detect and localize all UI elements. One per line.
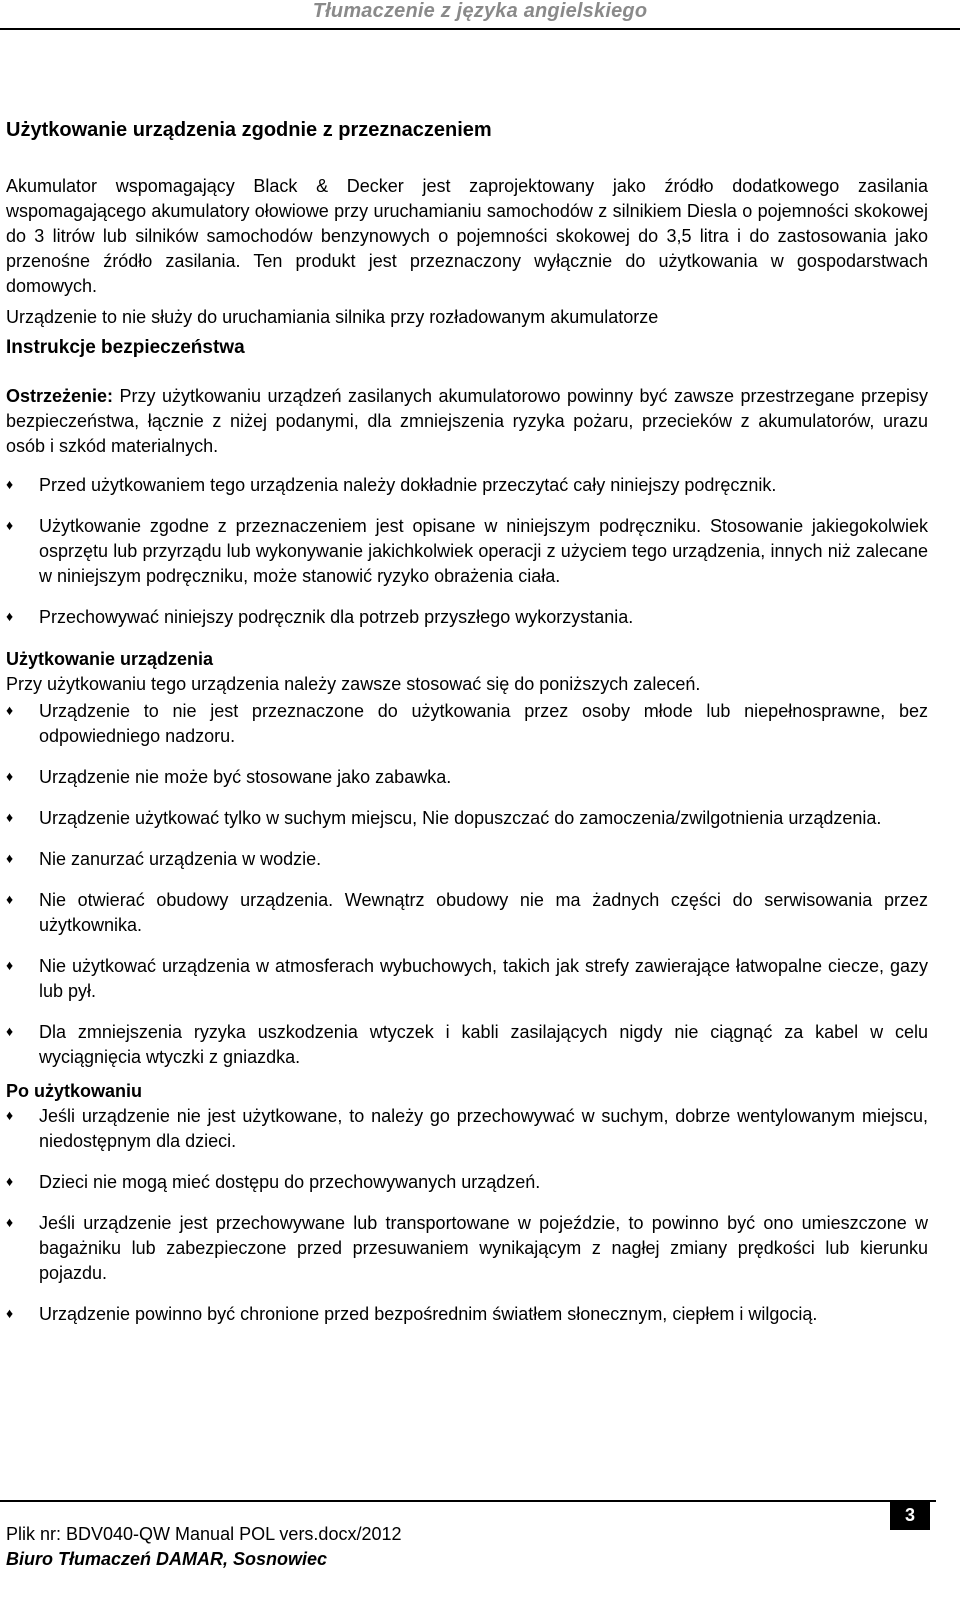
bullet-icon: ♦ <box>6 1107 14 1123</box>
list-item: ♦ Jeśli urządzenie nie jest użytkowane, to należy go przechowywać w suchym, dobrze wentylowanym miejscu, niedostępnym dla dzieci. <box>6 1106 928 1151</box>
bullet-icon: ♦ <box>6 768 14 784</box>
bullet-icon: ♦ <box>6 957 14 973</box>
intended-use-note: Urządzenie to nie służy do uruchamiania silnika przy rozładowanym akumulatorze <box>6 307 659 327</box>
bullet-icon: ♦ <box>6 850 14 866</box>
after-use-list <box>6 1104 928 1327</box>
bullet-icon: ♦ <box>6 476 14 492</box>
list-item: ♦ Przed użytkowaniem tego urządzenia należy dokładnie przeczytać cały niniejszy podręcznik. <box>6 475 777 495</box>
bullet-icon: ♦ <box>6 1214 14 1230</box>
bullet-icon: ♦ <box>6 1305 14 1321</box>
list-item: ♦ Przechowywać niniejszy podręcznik dla potrzeb przyszłego wykorzystania. <box>6 607 634 627</box>
list-item: ♦ Jeśli urządzenie jest przechowywane lub transportowane w pojeździe, to powinno być ono umieszczone w bagażniku lub zabezpieczone przed przesuwaniem wynikającym z nagłej zmiany prędkości lub kierunku pojazdu. <box>6 1213 928 1283</box>
list-item: ♦ Urządzenie to nie jest przeznaczone do użytkowania przez osoby młode lub niepełnosprawne, bez odpowiedniego nadzoru. <box>6 701 928 746</box>
bullet-icon: ♦ <box>6 891 14 907</box>
list-item: ♦ Nie otwierać obudowy urządzenia. Wewnątrz obudowy nie ma żadnych części do serwisowania przez użytkownika. <box>6 890 928 935</box>
page-number: 3 <box>890 1500 930 1530</box>
bullet-icon: ♦ <box>6 517 14 533</box>
list-item: ♦ Nie użytkować urządzenia w atmosferach wybuchowych, takich jak strefy zawierające łatwopalne ciecze, gazy lub pył. <box>6 956 928 1001</box>
use-list <box>6 699 928 1070</box>
bullet-icon: ♦ <box>6 1023 14 1039</box>
bullet-icon: ♦ <box>6 702 14 718</box>
bullet-icon: ♦ <box>6 608 14 624</box>
footer-rule <box>0 1500 936 1502</box>
safety-title: Instrukcje bezpieczeństwa <box>6 337 245 358</box>
use-intro: Przy użytkowaniu tego urządzenia należy zawsze stosować się do poniższych zaleceń. <box>6 674 701 694</box>
after-use-title: Po użytkowaniu <box>6 1081 143 1101</box>
document-body <box>6 116 928 1343</box>
footer-office-name: Biuro Tłumaczeń DAMAR, Sosnowiec <box>6 1549 328 1569</box>
list-item: ♦ Urządzenie użytkować tylko w suchym miejscu, Nie dopuszczać do zamoczenia/zwilgotnienia urządzenia. <box>6 808 882 828</box>
footer-file-reference: Plik nr: BDV040-QW Manual POL vers.docx/2012 <box>6 1524 402 1544</box>
safety-warning <box>6 384 928 459</box>
header-rule <box>0 28 960 30</box>
intended-use-paragraph: Akumulator wspomagający Black & Decker jest zaprojektowany jako źródło dodatkowego zasilania wspomagającego akumulatory ołowiowe przy uruchamianiu samochodów z silnikiem Diesla o pojemności skokowej do 3 litrów lub silników samochodów benzynowych o pojemności skokowej do 3,5 litra i do zastosowania jako przenośne źródło zasilania. Ten produkt jest przeznaczony wyłącznie do użytkowania w gospodarstwach domowych. <box>6 176 928 296</box>
warning-label: Ostrzeżenie: <box>6 386 114 406</box>
use-title: Użytkowanie urządzenia <box>6 649 214 669</box>
list-item: ♦ Urządzenie powinno być chronione przed bezpośrednim światłem słonecznym, ciepłem i wilgocią. <box>6 1304 818 1324</box>
page-header <box>0 0 960 40</box>
intended-use-title: Użytkowanie urządzenia zgodnie z przeznaczeniem <box>6 119 492 141</box>
warning-text: Przy użytkowaniu urządzeń zasilanych akumulatorowo powinny być zawsze przestrzegane przepisy bezpieczeństwa, łącznie z niżej podanymi, dla zmniejszenia ryzyka pożaru, przecieków z akumulatorów, urazu osób i szkód materialnych. <box>6 386 928 456</box>
list-item: ♦ Dzieci nie mogą mieć dostępu do przechowywanych urządzeń. <box>6 1172 541 1192</box>
bullet-icon: ♦ <box>6 809 14 825</box>
safety-list <box>6 473 928 630</box>
header-title: Tłumaczenie z języka angielskiego <box>312 0 648 22</box>
list-item: ♦ Użytkowanie zgodne z przeznaczeniem jest opisane w niniejszym podręczniku. Stosowanie jakiegokolwiek osprzętu lub przyrządu lub wykonywanie jakichkolwiek operacji z użyciem tego urządzenia, innych niż zalecane w niniejszym podręczniku, może stanowić ryzyko obrażenia ciała. <box>6 516 928 586</box>
list-item: ♦ Nie zanurzać urządzenia w wodzie. <box>6 849 322 869</box>
list-item: ♦ Urządzenie nie może być stosowane jako zabawka. <box>6 767 452 787</box>
list-item: ♦ Dla zmniejszenia ryzyka uszkodzenia wtyczek i kabli zasilających nigdy nie ciągnąć za kabel w celu wyciągnięcia wtyczki z gniazdka. <box>6 1022 928 1067</box>
bullet-icon: ♦ <box>6 1173 14 1189</box>
